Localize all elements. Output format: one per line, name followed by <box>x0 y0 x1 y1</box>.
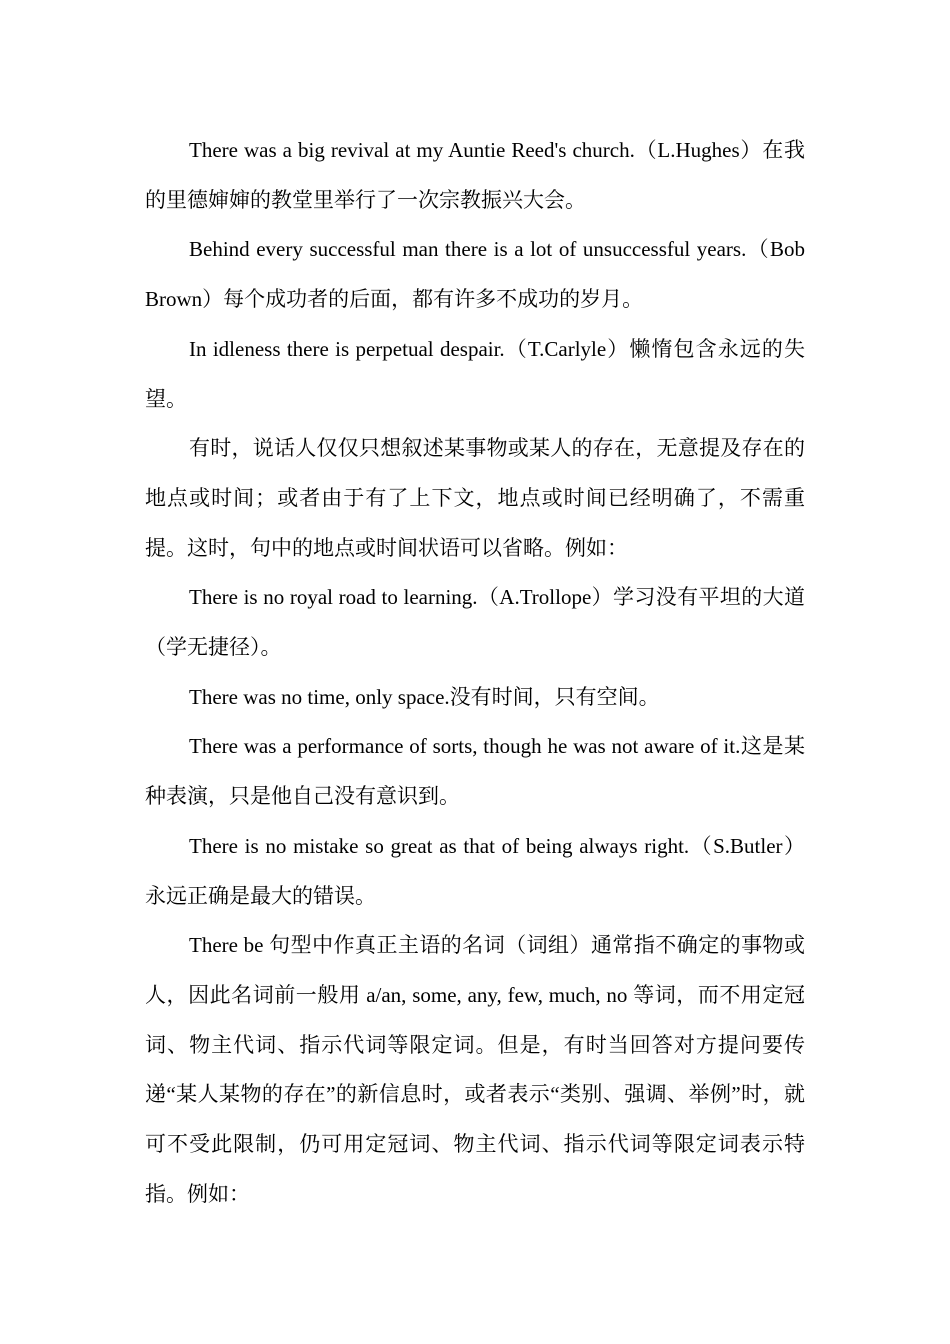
paragraph-1: There was a big revival at my Auntie Reed's church.（L.Hughes）在我的里德婶婶的教堂里举行了一次宗教振兴大会。 <box>145 138 805 212</box>
paragraph-5: There is no royal road to learning.（A.Trollope）学习没有平坦的大道（学无捷径）。 <box>145 585 805 660</box>
paragraph-8: There is no mistake so great as that of being always right.（S.Butler）永远正确是最大的错误。 <box>145 833 805 908</box>
paragraph-3: In idleness there is perpetual despair.（T.Carlyle）懒惰包含永远的失望。 <box>145 336 805 411</box>
document-body <box>145 126 805 1219</box>
paragraph-7: There was a performance of sorts, though he was not aware of it.这是某种表演，只是他自己没有意识到。 <box>145 734 805 809</box>
paragraph-6: There was no time, only space.没有时间，只有空间。 <box>189 684 660 709</box>
paragraph-2: Behind every successful man there is a lot of unsuccessful years.（Bob Brown）每个成功者的后面，都有许多不成功的岁月。 <box>145 237 805 312</box>
paragraph-9: There be 句型中作真正主语的名词（词组）通常指不确定的事物或人，因此名词前一般用 a/an, some, any, few, much, no 等词，而不用定冠词、物主代词、指示代词等限定词。但是，有时当回答对方提问要传递“某人某物的存在”的新信息时，或者表示“类别、强调、举例”时，就可不受此限制，仍可用定冠词、物主代词、指示代词等限定词表示特指。例如： <box>145 933 805 1206</box>
paragraph-4: 有时，说话人仅仅只想叙述某事物或某人的存在，无意提及存在的地点或时间；或者由于有了上下文，地点或时间已经明确了，不需重提。这时，句中的地点或时间状语可以省略。例如： <box>145 436 805 560</box>
